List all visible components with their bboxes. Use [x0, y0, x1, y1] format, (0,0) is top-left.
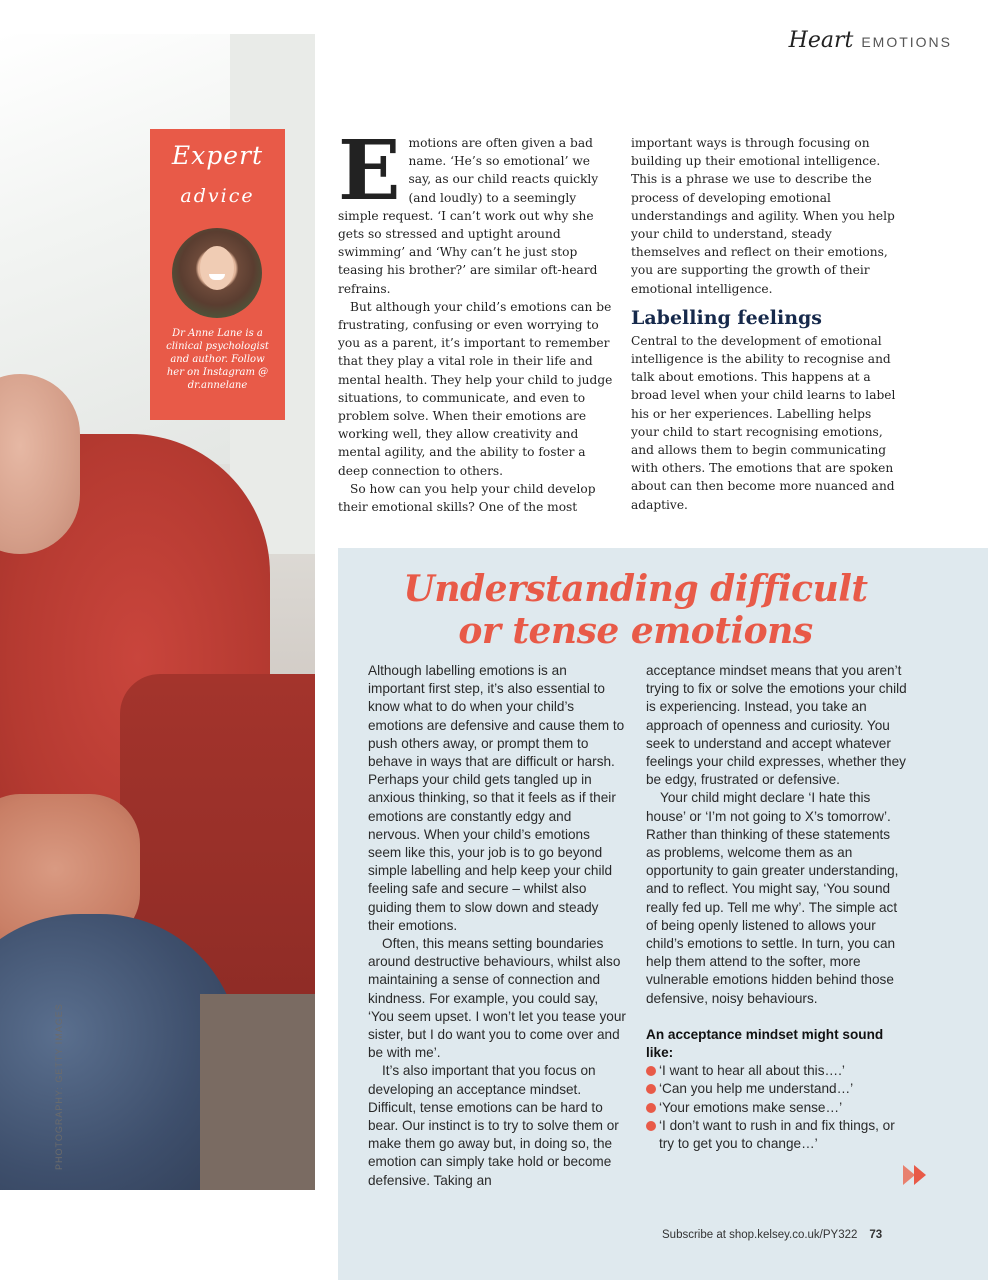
boxout-title — [338, 568, 933, 652]
article-paragraph: motions are often given a bad name. ‘He’s so emotional’ we say, as our child reacts quickly (and loudly) to a seemingly simple request. ‘I can’t work out why she gets so stressed and uptight around swimming’ and ‘Why can’t he just stop teasing his brother?’ are similar oft-heard refrains. — [338, 136, 599, 296]
continue-arrow-icon — [901, 1163, 929, 1187]
section-script: Heart — [788, 28, 854, 53]
bullet-dot-icon — [646, 1121, 656, 1131]
list-item-text: ‘Can you help me understand…’ — [659, 1081, 854, 1097]
expert-subtitle: advice — [180, 185, 255, 207]
expert-bio: Dr Anne Lane is a clinical psychologist and author. Follow her on Instagram @ dr.annelane — [166, 328, 269, 391]
boxout-paragraph: It’s also important that you focus on developing an acceptance mindset. Difficult, tense emotions can be hard to bear. Our instinct is to try to solve them or make them go away but, in doing so, the emotion can simply take hold or become defensive. Taking an — [368, 1063, 619, 1188]
list-item-text: ‘Your emotions make sense…’ — [659, 1099, 843, 1115]
list-item — [646, 1080, 908, 1098]
list-item — [646, 1062, 908, 1080]
page-header — [789, 28, 952, 53]
article-paragraph: Central to the development of emotional intelligence is the ability to recognise and talk about emotions. This happens at a broad level when your child learns to label his or her experiences. Labelling helps your child to start recognising emotions, and allows them to begin communicating with others. The emotions that are spoken about can then become more nuanced and adaptive. — [631, 333, 896, 512]
photo-credit: PHOTOGRAPHY: GETTY IMAGES — [54, 1003, 64, 1170]
bullet-dot-icon — [646, 1084, 656, 1094]
article-column-1 — [338, 123, 614, 516]
article-column-2 — [631, 134, 901, 514]
expert-advice-box — [150, 129, 285, 420]
boxout-paragraph: Often, this means setting boundaries around destructive behaviours, whilst also maintaining a sense of connection and kindness. For example, you could say, ‘You seem upset. I won’t let you tease your sister, but I do want you to come over and be with me’. — [368, 936, 626, 1061]
list-item — [646, 1099, 908, 1117]
expert-avatar — [172, 228, 262, 318]
page-footer — [662, 1229, 882, 1241]
boxout-title-line: Understanding difficult — [403, 568, 868, 610]
section-label: EMOTIONS — [861, 34, 952, 50]
expert-title: Expert — [171, 141, 264, 170]
article-paragraph: important ways is through focusing on building up their emotional intelligence. This is a phrase we use to describe the process of developing emotional understandings and agility. When you help your child to understand, steady themselves and reflect on their emotions, you are supporting the growth of their emotional intelligence. — [631, 136, 895, 296]
boxout-paragraph: Your child might declare ‘I hate this house’ or ‘I’m not going to X’s tomorrow’. Rather than thinking of these statements as problems, welcome them as an opportunity to gain greater understanding, and to reflect. You might say, ‘You sound really fed up. Tell me why’. The simple act of being openly listened to allows your child’s emotions to settle. In turn, you can help them attend to the softer, more vulnerable emotions hidden behind those defensive, noisy behaviours. — [646, 790, 899, 1006]
list-heading: An acceptance mindset might sound like: — [646, 1026, 884, 1061]
avatar-face — [200, 246, 234, 290]
subheading: Labelling feelings — [631, 306, 822, 329]
page-number: 73 — [869, 1229, 883, 1241]
article-paragraph: So how can you help your child develop their emotional skills? One of the most — [338, 481, 596, 515]
list-item — [646, 1117, 908, 1153]
article-paragraph: But although your child’s emotions can be frustrating, confusing or even worrying to you as a parent, it’s important to remember that they play a vital role in their life and mental health. They help your child to judge situations, to communicate, and even to problem solve. When their emotions are working well, they allow creativity and mental agility, and the ability to foster a deep connection to others. — [338, 299, 613, 478]
boxout-column-1 — [368, 662, 626, 1190]
acceptance-list — [646, 1062, 908, 1153]
boxout-title-line: or tense emotions — [458, 610, 813, 652]
photo-floor — [200, 994, 315, 1190]
photo-knit-sleeve — [0, 374, 80, 554]
boxout-paragraph: Although labelling emotions is an important first step, it’s also essential to know what to do when your child’s emotions are defensive and cause them to push others away, or prompt them to behave in ways that are difficult or harsh. Perhaps your child gets tangled up in anxious thinking, so that it feels as if their emotions are constantly edgy and nervous. When your child’s emotions seem like this, your job is to go beyond simple labelling and help keep your child feeling safe and secure – whilst also guiding them to slow down and steady their emotions. — [368, 663, 625, 933]
subscribe-text: Subscribe at shop.kelsey.co.uk/PY322 — [662, 1229, 858, 1241]
boxout-paragraph: acceptance mindset means that you aren’t trying to fix or solve the emotions your child is experiencing. Instead, you take an approach of openness and curiosity. You seek to understand and accept whatever feelings your child expresses, whether they be edgy, frustrated or defensive. — [646, 663, 907, 788]
bullet-dot-icon — [646, 1103, 656, 1113]
list-item-text: ‘I want to hear all about this….’ — [659, 1063, 845, 1079]
boxout-column-2 — [646, 662, 908, 1153]
list-item-text: ‘I don’t want to rush in and fix things, or try to get you to change…’ — [659, 1117, 895, 1152]
bullet-dot-icon — [646, 1066, 656, 1076]
drop-cap: E — [338, 123, 401, 219]
